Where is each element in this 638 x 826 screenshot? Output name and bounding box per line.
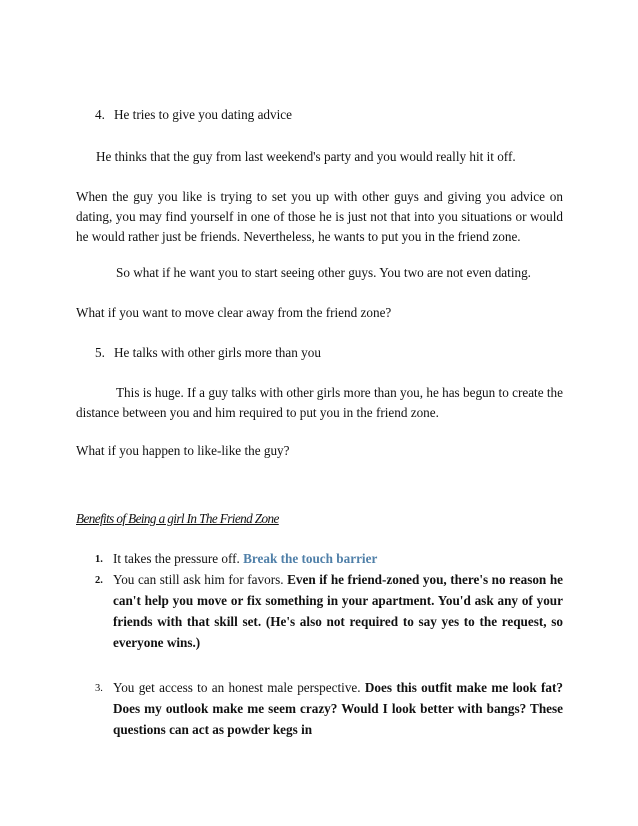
benefit-item-2-text [113,569,563,653]
section-4-paragraph-4: What if you want to move clear away from the friend zone? [76,305,392,320]
section-4-title: He tries to give you dating advice [114,107,292,122]
section-5-heading [95,343,321,363]
section-4-paragraph-1: He thinks that the guy from last weekend's party and you would really hit it off. [96,149,516,164]
section-4-paragraph-3: So what if he want you to start seeing other guys. You two are not even dating. [116,265,531,280]
benefit-item-3-number: 3. [95,683,103,694]
benefit-item-1-text [113,548,563,569]
benefit-item-3-bold: Does this outfit make me look fat? Does my outlook make me seem crazy? Would I look better with bangs? These questions can act as powder kegs in [113,680,563,737]
benefits-heading: Benefits of Being a girl In The Friend Zone [76,511,279,526]
section-5-paragraph-2: What if you happen to like-like the guy? [76,443,290,458]
section-5-number: 5. [95,345,105,360]
benefit-item-2-bold: Even if he friend-zoned you, there's no reason he can't help you move or fix something in your apartment. You'd ask any of your friends with that skill set. (He's also not required to say yes to the request, so everyone wins.) [113,572,564,650]
benefit-item-1-plain: It takes the pressure off. [113,551,244,566]
section-5-paragraph-1: This is huge. If a guy talks with other girls more than you, he has begun to create the distance between you and him required to put you in the friend zone. [76,385,563,420]
section-5-title: He talks with other girls more than you [114,345,321,360]
break-touch-barrier-link[interactable]: Break the touch barrier [243,551,378,566]
benefit-item-1-number: 1. [95,554,103,565]
section-4-heading [95,105,292,125]
section-4-paragraph-2: When the guy you like is trying to set you up with other guys and giving you advice on dating, you may find yourself in one of those he is just not that into you situations or would he would rather just be friends. Nevertheless, he wants to put you in the friend zone. [76,189,563,244]
benefit-item-2-plain: You can still ask him for favors. [113,572,288,587]
benefit-item-3-text [113,677,563,740]
section-4-number: 4. [95,107,105,122]
benefit-item-3-plain: You get access to an honest male perspective. [113,680,365,695]
benefit-item-2-number: 2. [95,575,103,586]
